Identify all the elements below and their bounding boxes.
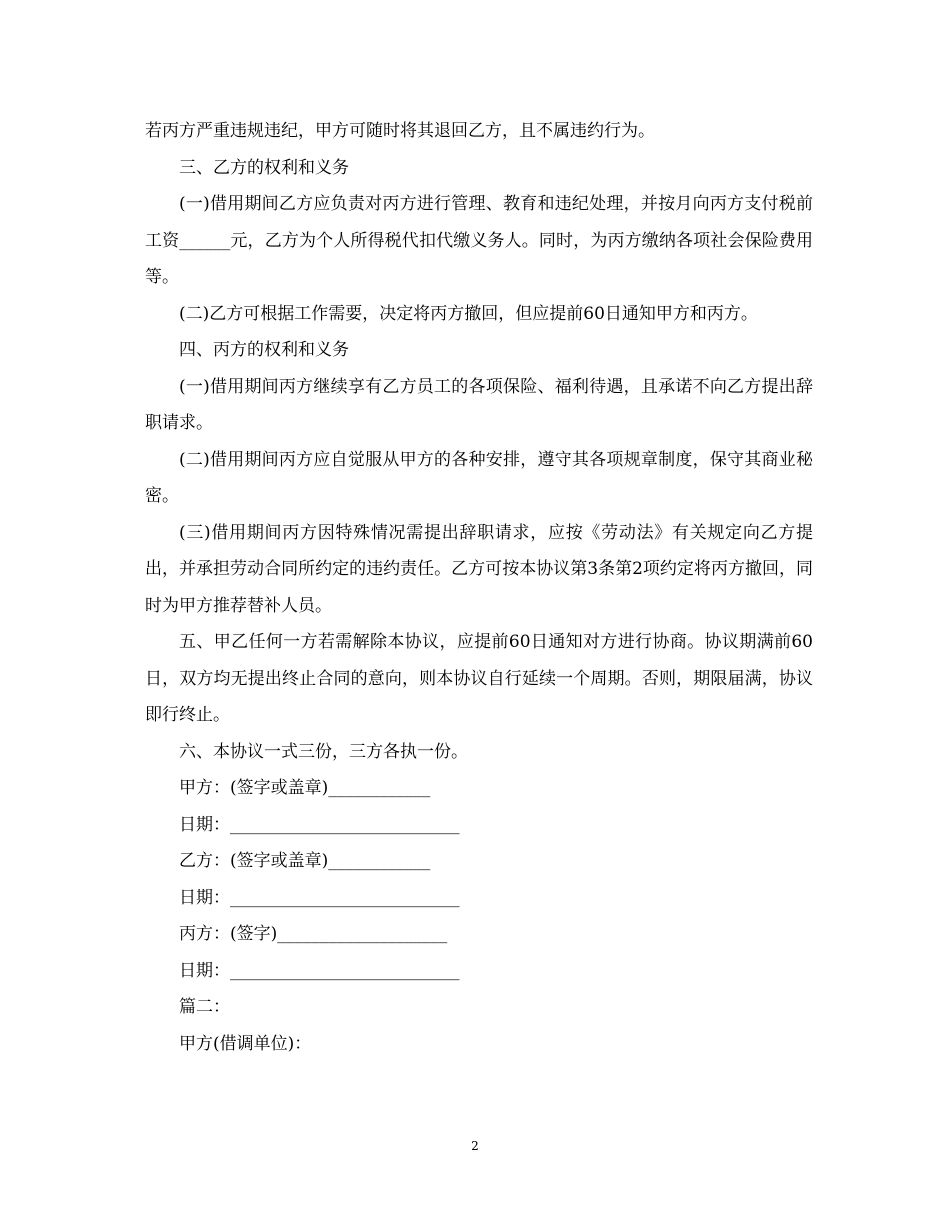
section-heading-part-two: 篇二： <box>179 997 230 1017</box>
section-heading-party-b: 三、乙方的权利和义务 <box>179 157 349 178</box>
paragraph-party-c-clause-2: (二)借用期间丙方应自觉服从甲方的各种安排，遵守其各项规章制度，保守其商业秘密。 <box>145 449 813 506</box>
paragraph-party-c-clause-1: (一)借用期间丙方继续享有乙方员工的各项保险、福利待遇，且承诺不向乙方提出辞职请求。 <box>145 376 813 433</box>
paragraph-party-b-clause-2: (二)乙方可根据工作需要，决定将丙方撤回，但应提前60日通知甲方和丙方。 <box>179 303 758 324</box>
paragraph-party-b-clause-1: (一)借用期间乙方应负责对丙方进行管理、教育和违纪处理，并按月向丙方支付税前工资______元，乙方为个人所得税代扣代缴义务人。同时，为丙方缴纳各项社会保险费用等。 <box>145 194 813 287</box>
date-line-party-a: 日期：___________________________ <box>179 814 460 835</box>
document-body <box>145 113 813 1062</box>
paragraph-copies: 六、本协议一式三份，三方各执一份。 <box>179 741 468 762</box>
date-line-party-c: 日期：___________________________ <box>179 960 460 981</box>
signature-line-party-b: 乙方：(签字或盖章)____________ <box>179 851 431 871</box>
date-line-party-b: 日期：___________________________ <box>179 887 460 908</box>
page-number: 2 <box>471 1139 479 1153</box>
paragraph-continuation: 若丙方严重违规违纪，甲方可随时将其退回乙方，且不属违约行为。 <box>145 121 655 141</box>
signature-line-party-a: 甲方：(签字或盖章)____________ <box>179 778 431 798</box>
party-a-borrowing-unit-line: 甲方(借调单位)： <box>179 1033 312 1054</box>
paragraph-termination: 五、甲乙任何一方若需解除本协议，应提前60日通知对方进行协商。协议期满前60日，双方均无提出终止合同的意向，则本协议自行延续一个周期。否则，期限届满，协议即行终止。 <box>145 632 813 725</box>
signature-line-party-c: 丙方：(签字)____________________ <box>179 924 448 944</box>
paragraph-party-c-clause-3: (三)借用期间丙方因特殊情况需提出辞职请求，应按《劳动法》有关规定向乙方提出，并承担劳动合同所约定的违约责任。乙方可按本协议第3条第2项约定将丙方撤回，同时为甲方推荐替补人员。 <box>145 522 813 616</box>
section-heading-party-c: 四、丙方的权利和义务 <box>179 340 349 360</box>
